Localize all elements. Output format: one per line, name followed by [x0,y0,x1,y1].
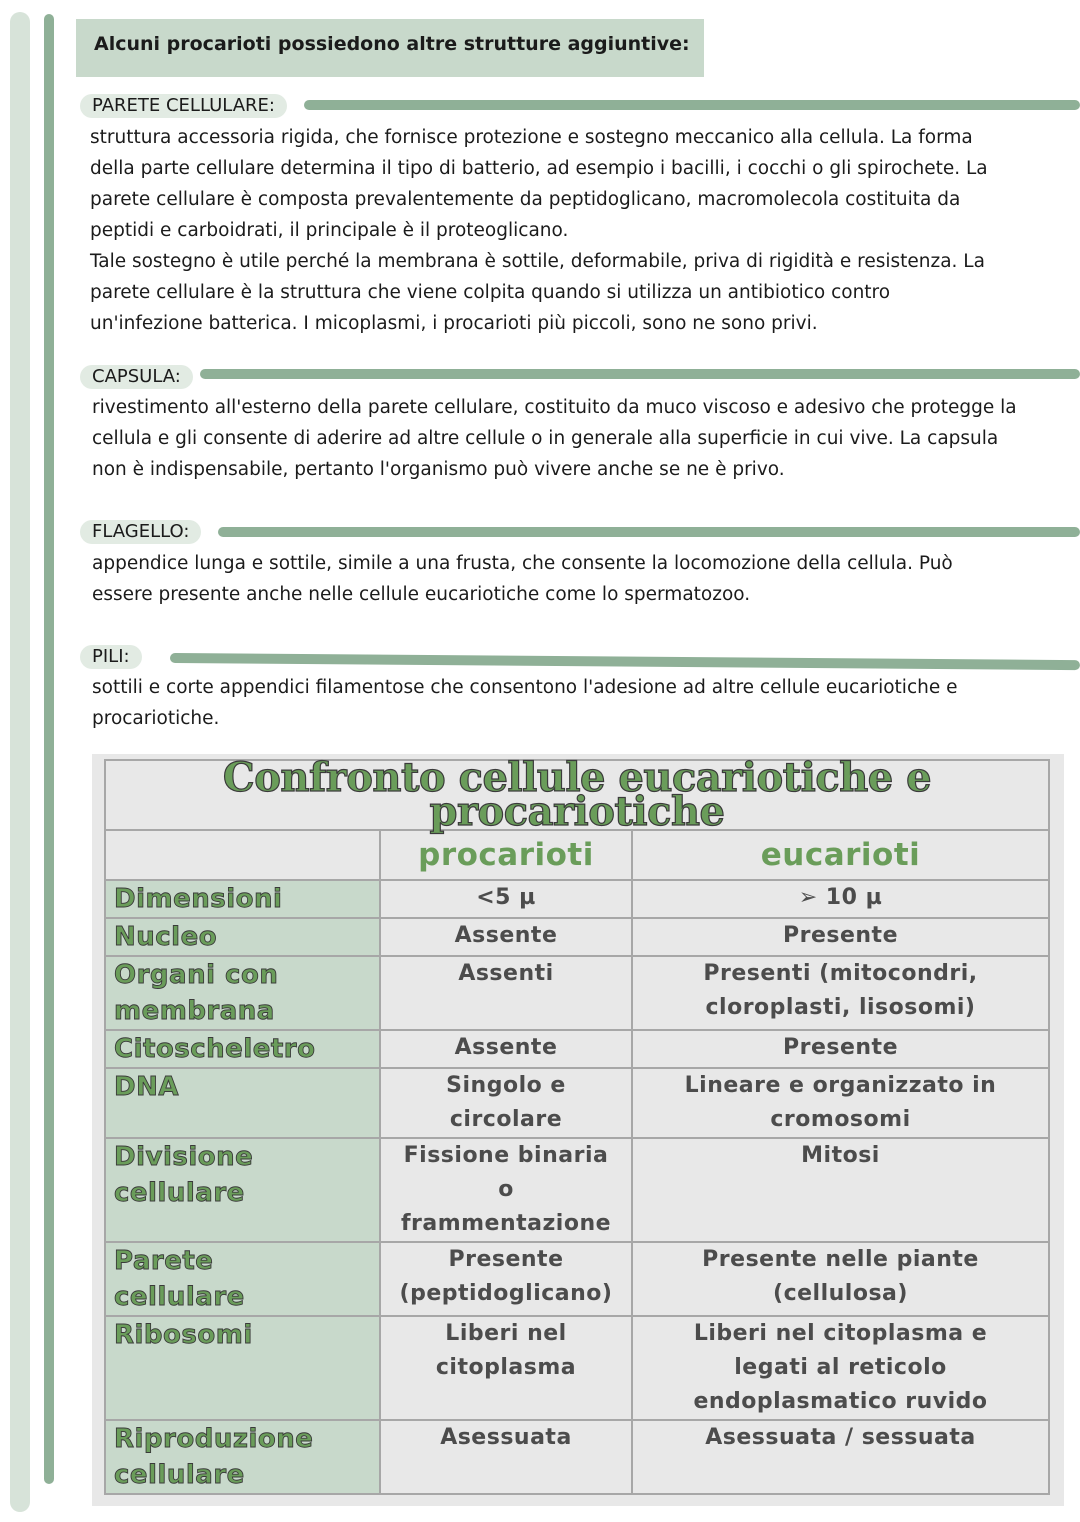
cell-procarioti: <5 µ [380,880,632,918]
cell-eucarioti: Liberi nel citoplasma e legati al reticolo endoplasmatico ruvido [632,1316,1049,1420]
table-title: Confronto cellule eucariotiche e procariotiche [105,760,1049,830]
section-title-parete: PARETE CELLULARE: [80,94,287,118]
text-line: parete cellulare è composta prevalentemente da peptidoglicano, macromolecola costituita da [90,189,961,210]
table-row [105,1316,1049,1420]
text-line: peptidi e carboidrati, il principale è il proteoglicano. [90,220,569,241]
cell-eucarioti: Asessuata / sessuata [632,1420,1049,1494]
table-row [105,1030,1049,1068]
row-label: Parete cellulare [105,1242,380,1316]
row-label: Nucleo [105,918,380,956]
cell-eucarioti: Mitosi [632,1138,1049,1242]
cell-procarioti: Liberi nel citoplasma [380,1316,632,1420]
text-line: della parte cellulare determina il tipo di batterio, ad esempio i bacilli, i cocchi o gli spirochete. La [90,158,988,179]
cell-eucarioti: ➢ 10 µ [632,880,1049,918]
table-row [105,918,1049,956]
column-header-eucarioti: eucarioti [632,830,1049,880]
page-header: Alcuni procarioti possiedono altre strutture aggiuntive: [76,19,704,77]
section-title-flagello: FLAGELLO: [80,520,201,544]
text-line: Tale sostegno è utile perché la membrana è sottile, deformabile, priva di rigidità e resistenza. La [90,251,985,272]
column-header-procarioti: procarioti [380,830,632,880]
section-divider [170,653,1080,670]
row-label: Citoscheletro [105,1030,380,1068]
cell-eucarioti: Presente [632,1030,1049,1068]
cell-procarioti: Asessuata [380,1420,632,1494]
table-row [105,1138,1049,1242]
cell-procarioti: Singolo e circolare [380,1068,632,1138]
row-label: Riproduzione cellulare [105,1420,380,1494]
row-label: Divisione cellulare [105,1138,380,1242]
cell-procarioti: Assente [380,918,632,956]
text-line: appendice lunga e sottile, simile a una frusta, che consente la locomozione della cellula. Può [92,553,953,574]
text-line: sottili e corte appendici filamentose che consentono l'adesione ad altre cellule eucariotiche e [92,677,958,698]
cell-eucarioti: Presente nelle piante (cellulosa) [632,1242,1049,1316]
cell-procarioti: Assente [380,1030,632,1068]
text-line: non è indispensabile, pertanto l'organismo può vivere anche se ne è privo. [92,459,785,480]
text-line: struttura accessoria rigida, che fornisce protezione e sostegno meccanico alla cellula. La forma [90,127,973,148]
section-body-pili [92,672,1067,734]
table-row [105,880,1049,918]
row-label: Ribosomi [105,1316,380,1420]
section-divider [218,527,1080,537]
row-label: Organi con membrana [105,956,380,1030]
comparison-table-card [92,754,1064,1506]
section-title-pili: PILI: [80,645,142,669]
row-label: Dimensioni [105,880,380,918]
cell-procarioti: Assenti [380,956,632,1030]
cell-procarioti: Presente (peptidoglicano) [380,1242,632,1316]
comparison-table [104,754,1050,1495]
section-title-capsula: CAPSULA: [80,365,193,389]
section-body-capsula [92,392,1067,485]
text-line: parete cellulare è la struttura che viene colpita quando si utilizza un antibiotico contro [90,282,891,303]
text-line: rivestimento all'esterno della parete cellulare, costituito da muco viscoso e adesivo che protegge la [92,397,1017,418]
text-line: un'infezione batterica. I micoplasmi, i procarioti più piccoli, sono ne sono privi. [90,313,818,334]
section-body-flagello [92,548,1067,610]
table-row [105,1420,1049,1494]
text-line: essere presente anche nelle cellule eucariotiche come lo spermatozoo. [92,584,751,605]
section-divider [200,369,1080,379]
left-decor-line [44,14,54,1484]
table-row [105,956,1049,1030]
cell-eucarioti: Lineare e organizzato in cromosomi [632,1068,1049,1138]
column-header-empty [105,830,380,880]
cell-eucarioti: Presente [632,918,1049,956]
section-body-parete [90,122,1065,339]
left-decor-bar [10,12,30,1512]
table-row [105,1242,1049,1316]
text-line: procariotiche. [92,708,220,729]
row-label: DNA [105,1068,380,1138]
cell-eucarioti: Presenti (mitocondri, cloroplasti, lisosomi) [632,956,1049,1030]
section-divider [304,100,1080,110]
text-line: cellula e gli consente di aderire ad altre cellule o in generale alla superficie in cui vive. La capsula [92,428,999,449]
cell-procarioti: Fissione binaria o frammentazione [380,1138,632,1242]
table-row [105,1068,1049,1138]
